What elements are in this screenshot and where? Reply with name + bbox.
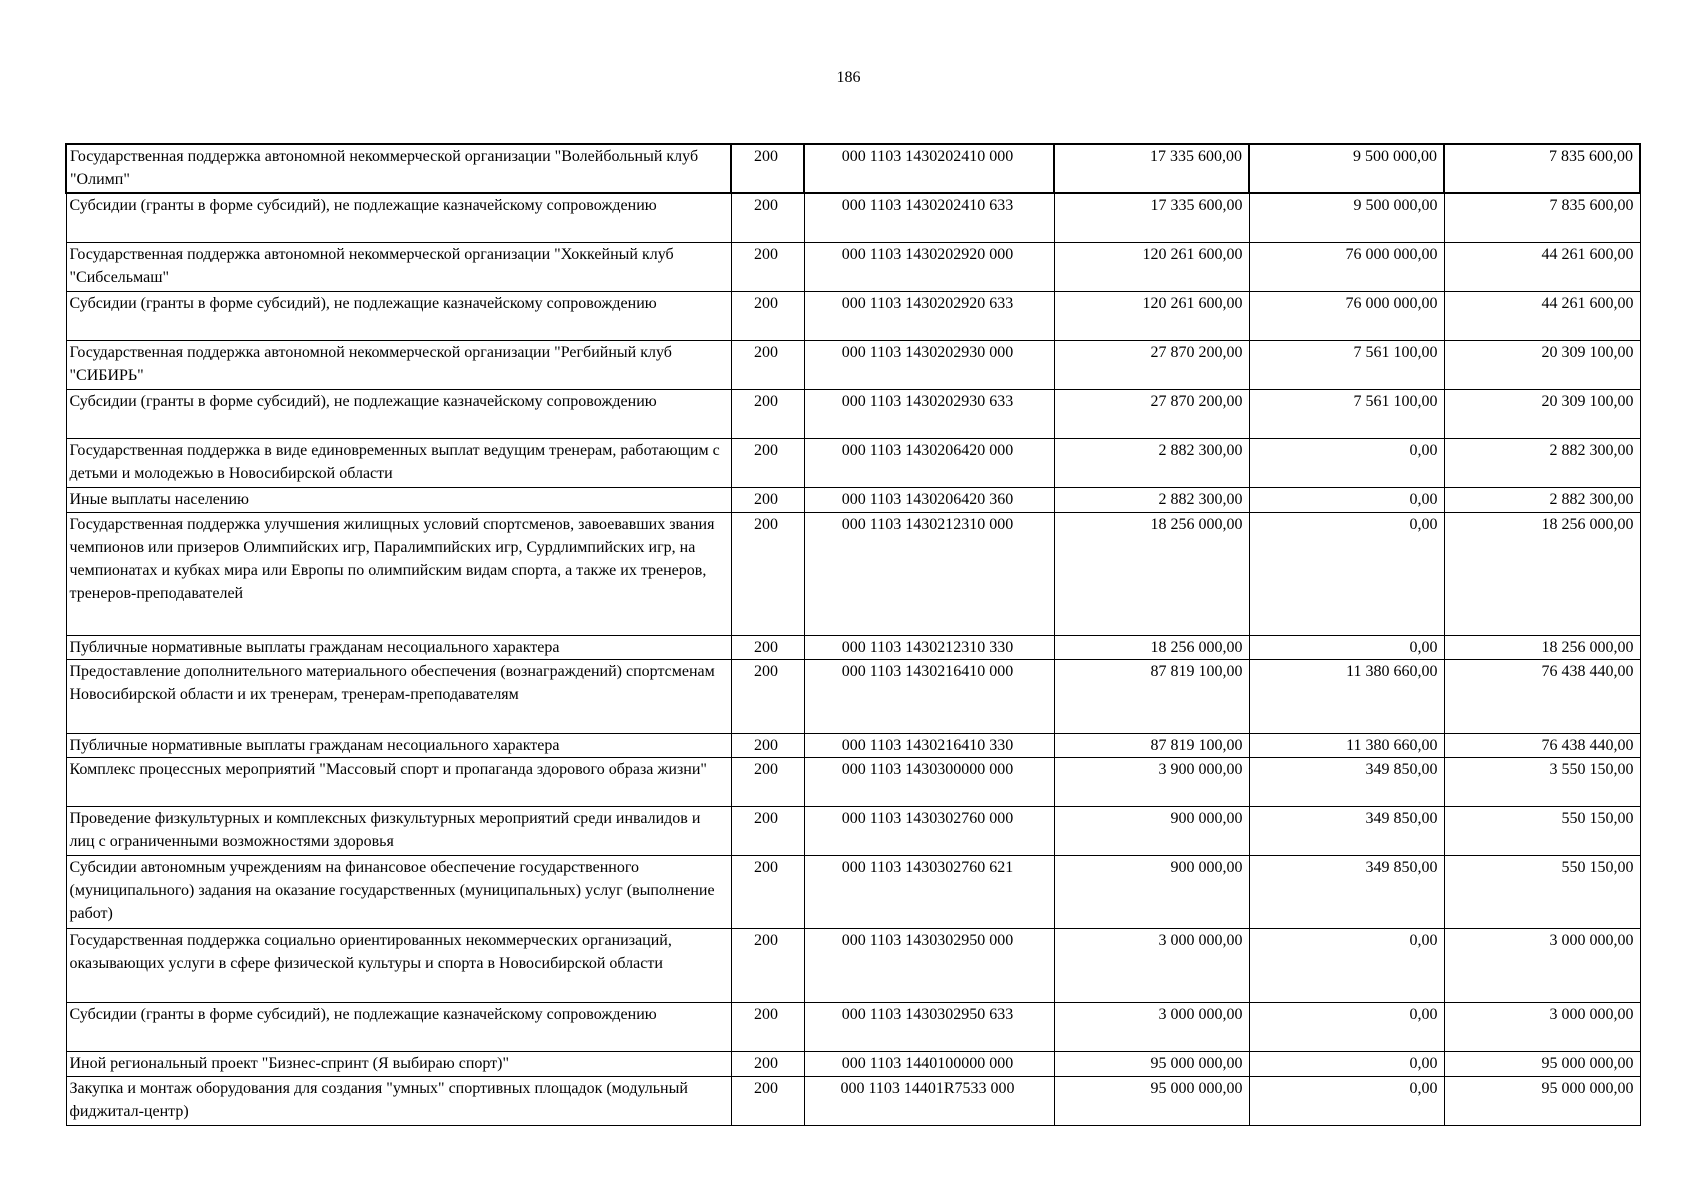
budget-table-body: [66, 144, 1640, 1125]
table-row: [66, 438, 1640, 487]
row-admin-code-cell: 200: [731, 389, 804, 438]
row-budget-code-cell: 000 1103 1430302760 621: [804, 855, 1054, 928]
row-admin-code-cell: 200: [731, 1002, 804, 1051]
row-total-cell: 17 335 600,00: [1054, 193, 1249, 242]
row-admin-code-cell: 200: [731, 242, 804, 291]
row-amount-3-cell: 7 835 600,00: [1444, 144, 1640, 193]
row-amount-3-cell: 95 000 000,00: [1444, 1051, 1640, 1076]
row-total-cell: 900 000,00: [1054, 806, 1249, 855]
row-name-cell: Публичные нормативные выплаты гражданам несоциального характера: [66, 733, 731, 757]
row-amount-2-cell: 76 000 000,00: [1249, 291, 1444, 340]
table-row: [66, 635, 1640, 659]
row-amount-2-cell: 9 500 000,00: [1249, 144, 1444, 193]
row-budget-code-cell: 000 1103 1430300000 000: [804, 757, 1054, 806]
row-admin-code-cell: 200: [731, 487, 804, 512]
table-row: [66, 1076, 1640, 1125]
row-amount-3-cell: 18 256 000,00: [1444, 512, 1640, 635]
row-admin-code-cell: 200: [731, 1076, 804, 1125]
row-total-cell: 3 000 000,00: [1054, 1002, 1249, 1051]
row-budget-code-cell: 000 1103 1430212310 330: [804, 635, 1054, 659]
row-total-cell: 27 870 200,00: [1054, 389, 1249, 438]
row-budget-code-cell: 000 1103 1430216410 330: [804, 733, 1054, 757]
row-total-cell: 2 882 300,00: [1054, 487, 1249, 512]
row-amount-3-cell: 20 309 100,00: [1444, 340, 1640, 389]
table-row: [66, 1002, 1640, 1051]
row-name-cell: Проведение физкультурных и комплексных физкультурных мероприятий среди инвалидов и лиц с ограниченными возможностями здоровья: [66, 806, 731, 855]
budget-table: [65, 143, 1641, 1126]
table-row: [66, 242, 1640, 291]
table-row: [66, 733, 1640, 757]
row-budget-code-cell: 000 1103 1430206420 360: [804, 487, 1054, 512]
row-admin-code-cell: 200: [731, 757, 804, 806]
row-name-cell: Субсидии (гранты в форме субсидий), не подлежащие казначейскому сопровождению: [66, 291, 731, 340]
row-admin-code-cell: 200: [731, 733, 804, 757]
row-amount-3-cell: 76 438 440,00: [1444, 659, 1640, 733]
table-row: [66, 193, 1640, 242]
row-total-cell: 2 882 300,00: [1054, 438, 1249, 487]
table-row: [66, 512, 1640, 635]
table-row: [66, 291, 1640, 340]
row-amount-2-cell: 0,00: [1249, 438, 1444, 487]
row-total-cell: 95 000 000,00: [1054, 1051, 1249, 1076]
row-amount-3-cell: 2 882 300,00: [1444, 487, 1640, 512]
row-name-cell: Государственная поддержка автономной некоммерческой организации "Волейбольный клуб "Олимп": [66, 144, 731, 193]
row-name-cell: Иные выплаты населению: [66, 487, 731, 512]
row-amount-2-cell: 0,00: [1249, 487, 1444, 512]
row-admin-code-cell: 200: [731, 291, 804, 340]
row-total-cell: 27 870 200,00: [1054, 340, 1249, 389]
row-budget-code-cell: 000 1103 1430202410 633: [804, 193, 1054, 242]
row-amount-2-cell: 7 561 100,00: [1249, 389, 1444, 438]
row-total-cell: 3 000 000,00: [1054, 928, 1249, 1002]
row-admin-code-cell: 200: [731, 635, 804, 659]
row-budget-code-cell: 000 1103 1440100000 000: [804, 1051, 1054, 1076]
row-total-cell: 900 000,00: [1054, 855, 1249, 928]
table-row: [66, 144, 1640, 193]
row-amount-2-cell: 76 000 000,00: [1249, 242, 1444, 291]
row-admin-code-cell: 200: [731, 855, 804, 928]
row-amount-3-cell: 20 309 100,00: [1444, 389, 1640, 438]
row-admin-code-cell: 200: [731, 1051, 804, 1076]
row-amount-2-cell: 0,00: [1249, 928, 1444, 1002]
table-row: [66, 487, 1640, 512]
row-name-cell: Государственная поддержка социально ориентированных некоммерческих организаций, оказывающих услуги в сфере физической культуры и спорта в Новосибирской области: [66, 928, 731, 1002]
row-name-cell: Субсидии (гранты в форме субсидий), не подлежащие казначейскому сопровождению: [66, 193, 731, 242]
row-amount-2-cell: 9 500 000,00: [1249, 193, 1444, 242]
row-amount-3-cell: 18 256 000,00: [1444, 635, 1640, 659]
row-admin-code-cell: 200: [731, 144, 804, 193]
row-name-cell: Комплекс процессных мероприятий "Массовый спорт и пропаганда здорового образа жизни": [66, 757, 731, 806]
row-total-cell: 3 900 000,00: [1054, 757, 1249, 806]
table-row: [66, 389, 1640, 438]
row-admin-code-cell: 200: [731, 928, 804, 1002]
row-amount-2-cell: 11 380 660,00: [1249, 733, 1444, 757]
row-amount-3-cell: 3 000 000,00: [1444, 1002, 1640, 1051]
row-budget-code-cell: 000 1103 1430302950 633: [804, 1002, 1054, 1051]
table-row: [66, 855, 1640, 928]
row-amount-2-cell: 349 850,00: [1249, 855, 1444, 928]
row-name-cell: Государственная поддержка в виде единовременных выплат ведущим тренерам, работающим с детьми и молодежью в Новосибирской области: [66, 438, 731, 487]
row-total-cell: 120 261 600,00: [1054, 291, 1249, 340]
row-admin-code-cell: 200: [731, 806, 804, 855]
table-row: [66, 928, 1640, 1002]
row-name-cell: Государственная поддержка автономной некоммерческой организации "Хоккейный клуб "Сибсельмаш": [66, 242, 731, 291]
row-total-cell: 87 819 100,00: [1054, 659, 1249, 733]
row-amount-3-cell: 3 000 000,00: [1444, 928, 1640, 1002]
row-budget-code-cell: 000 1103 1430202930 000: [804, 340, 1054, 389]
row-amount-2-cell: 0,00: [1249, 1051, 1444, 1076]
row-budget-code-cell: 000 1103 14401R7533 000: [804, 1076, 1054, 1125]
row-amount-3-cell: 44 261 600,00: [1444, 291, 1640, 340]
row-amount-3-cell: 550 150,00: [1444, 806, 1640, 855]
row-name-cell: Иной региональный проект "Бизнес-спринт (Я выбираю спорт)": [66, 1051, 731, 1076]
row-total-cell: 95 000 000,00: [1054, 1076, 1249, 1125]
row-budget-code-cell: 000 1103 1430212310 000: [804, 512, 1054, 635]
row-name-cell: Публичные нормативные выплаты гражданам несоциального характера: [66, 635, 731, 659]
row-budget-code-cell: 000 1103 1430206420 000: [804, 438, 1054, 487]
row-admin-code-cell: 200: [731, 193, 804, 242]
row-name-cell: Субсидии (гранты в форме субсидий), не подлежащие казначейскому сопровождению: [66, 389, 731, 438]
row-budget-code-cell: 000 1103 1430202410 000: [804, 144, 1054, 193]
table-row: [66, 1051, 1640, 1076]
row-name-cell: Предоставление дополнительного материального обеспечения (вознаграждений) спортсменам Новосибирской области и их тренерам, тренерам-преподавателям: [66, 659, 731, 733]
row-amount-2-cell: 349 850,00: [1249, 806, 1444, 855]
row-amount-3-cell: 44 261 600,00: [1444, 242, 1640, 291]
row-budget-code-cell: 000 1103 1430216410 000: [804, 659, 1054, 733]
table-row: [66, 340, 1640, 389]
page-number: 186: [836, 69, 861, 86]
row-name-cell: Закупка и монтаж оборудования для создания "умных" спортивных площадок (модульный фиджитал-центр): [66, 1076, 731, 1125]
row-amount-3-cell: 7 835 600,00: [1444, 193, 1640, 242]
row-budget-code-cell: 000 1103 1430202920 000: [804, 242, 1054, 291]
row-admin-code-cell: 200: [731, 512, 804, 635]
row-amount-2-cell: 0,00: [1249, 512, 1444, 635]
row-name-cell: Государственная поддержка автономной некоммерческой организации "Регбийный клуб "СИБИРЬ": [66, 340, 731, 389]
row-name-cell: Субсидии автономным учреждениям на финансовое обеспечение государственного (муниципального) задания на оказание государственных (муниципальных) услуг (выполнение работ): [66, 855, 731, 928]
row-admin-code-cell: 200: [731, 438, 804, 487]
row-admin-code-cell: 200: [731, 340, 804, 389]
row-amount-2-cell: 349 850,00: [1249, 757, 1444, 806]
row-amount-2-cell: 0,00: [1249, 1002, 1444, 1051]
row-budget-code-cell: 000 1103 1430302950 000: [804, 928, 1054, 1002]
row-admin-code-cell: 200: [731, 659, 804, 733]
row-total-cell: 87 819 100,00: [1054, 733, 1249, 757]
row-amount-2-cell: 0,00: [1249, 635, 1444, 659]
row-amount-2-cell: 11 380 660,00: [1249, 659, 1444, 733]
row-budget-code-cell: 000 1103 1430202930 633: [804, 389, 1054, 438]
row-budget-code-cell: 000 1103 1430302760 000: [804, 806, 1054, 855]
row-total-cell: 18 256 000,00: [1054, 512, 1249, 635]
row-amount-3-cell: 550 150,00: [1444, 855, 1640, 928]
table-row: [66, 659, 1640, 733]
table-row: [66, 757, 1640, 806]
row-name-cell: Государственная поддержка улучшения жилищных условий спортсменов, завоевавших звания чемпионов или призеров Олимпийских игр, Паралимпийских игр, Сурдлимпийских игр, на чемпионатах и кубках мира или Европы по олимпийским видам спорта, а также их тренеров, тренеров-преподавателей: [66, 512, 731, 635]
row-budget-code-cell: 000 1103 1430202920 633: [804, 291, 1054, 340]
table-row: [66, 806, 1640, 855]
row-amount-3-cell: 76 438 440,00: [1444, 733, 1640, 757]
row-amount-3-cell: 3 550 150,00: [1444, 757, 1640, 806]
row-amount-3-cell: 2 882 300,00: [1444, 438, 1640, 487]
row-amount-2-cell: 0,00: [1249, 1076, 1444, 1125]
row-amount-3-cell: 95 000 000,00: [1444, 1076, 1640, 1125]
row-total-cell: 17 335 600,00: [1054, 144, 1249, 193]
row-total-cell: 120 261 600,00: [1054, 242, 1249, 291]
row-total-cell: 18 256 000,00: [1054, 635, 1249, 659]
row-amount-2-cell: 7 561 100,00: [1249, 340, 1444, 389]
row-name-cell: Субсидии (гранты в форме субсидий), не подлежащие казначейскому сопровождению: [66, 1002, 731, 1051]
